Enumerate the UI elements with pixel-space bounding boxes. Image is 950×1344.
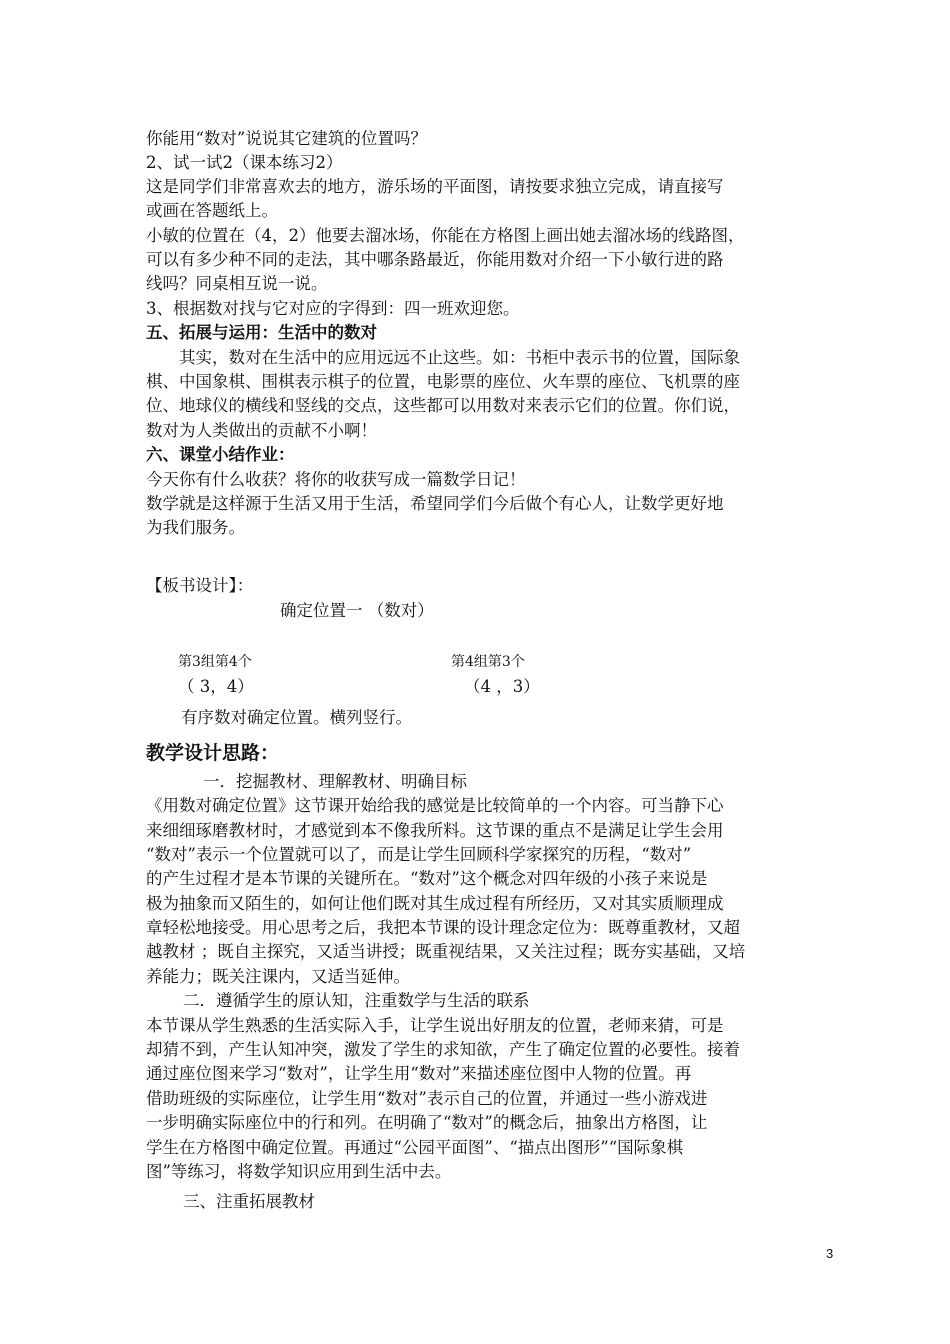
section-heading-6: 六、课堂小结作业：	[146, 445, 295, 464]
board-pair-left: （ 3，4）	[178, 677, 254, 696]
text-line: 为我们服务。	[146, 518, 245, 537]
text-line: 你能用“数对”说说其它建筑的位置吗？	[146, 129, 427, 148]
design-thinking-heading: 教学设计思路：	[146, 742, 280, 764]
text-line: 来细细琢磨教材时，才感觉到本不像我所料。这节课的重点不是满足让学生会用	[146, 821, 724, 840]
text-line: 这是同学们非常喜欢去的地方，游乐场的平面图，请按要求独立完成，请直接写	[146, 177, 724, 196]
text-line: 线吗？同桌相互说一说。	[146, 274, 328, 293]
subheading-3: 三、注重拓展教材	[183, 1192, 315, 1211]
text-line: 数对为人类做出的贡献不小啊！	[146, 421, 377, 440]
board-title: 确定位置一 （数对）	[280, 601, 434, 620]
text-line: 学生在方格图中确定位置。再通过“公园平面图”、“描点出图形”“国际象棋	[146, 1138, 684, 1157]
text-line: “数对”表示一个位置就可以了，而是让学生回顾科学家探究的历程，“数对”	[146, 845, 692, 864]
subheading-1: 一．挖掘教材、理解教材、明确目标	[203, 772, 467, 791]
subheading-2: 二．遵循学生的原认知，注重数学与生活的联系	[183, 991, 530, 1010]
text-line: 可以有多少种不同的走法，其中哪条路最近，你能用数对介绍一下小敏行进的路	[146, 250, 724, 269]
text-line: 棋、中国象棋、围棋表示棋子的位置，电影票的座位、火车票的座位、飞机票的座	[146, 372, 740, 391]
text-line: 极为抽象而又陌生的，如何让他们既对其生成过程有所经历，又对其实质顺理成	[146, 894, 724, 913]
text-line: 图”等练习，将数学知识应用到生活中去。	[146, 1162, 452, 1181]
text-line: 今天你有什么收获？将你的收获写成一篇数学日记！	[146, 470, 526, 489]
text-line: 本节课从学生熟悉的生活实际入手，让学生说出好朋友的位置，老师来猜，可是	[146, 1016, 724, 1035]
text-line: 小敏的位置在（4，2）他要去溜冰场，你能在方格图上画出她去溜冰场的线路图，	[146, 226, 745, 245]
board-item-left: 第3组第4个	[178, 654, 252, 670]
text-line: 通过座位图来学习“数对”，让学生用“数对”来描述座位图中人物的位置。再	[146, 1064, 692, 1083]
text-line: 3、根据数对找与它对应的字得到：四一班欢迎您。	[146, 299, 520, 318]
text-line: 位、地球仪的横线和竖线的交点，这些都可以用数对来表示它们的位置。你们说，	[146, 396, 740, 415]
text-line: 或画在答题纸上。	[146, 201, 278, 220]
text-line: 《用数对确定位置》这节课开始给我的感觉是比较简单的一个内容。可当静下心	[146, 796, 724, 815]
text-line: 借助班级的实际座位，让学生用“数对”表示自己的位置，并通过一些小游戏进	[146, 1089, 708, 1108]
text-line: 章轻松地接受。用心思考之后，我把本节课的设计理念定位为：既尊重教材，又超	[146, 918, 740, 937]
text-line: 数学就是这样源于生活又用于生活，希望同学们今后做个有心人，让数学更好地	[146, 494, 724, 513]
board-item-right: 第4组第3个	[451, 654, 525, 670]
text-line: 其实，数对在生活中的应用远远不止这些。如：书柜中表示书的位置，国际象	[179, 348, 740, 367]
text-line: 2、试一试2（课本练习2）	[146, 153, 343, 172]
text-line: 的产生过程才是本节课的关键所在。“数对”这个概念对四年级的小孩子来说是	[146, 869, 708, 888]
page-number: 3	[826, 1246, 834, 1261]
text-line: 养能力；既关注课内，又适当延伸。	[146, 967, 410, 986]
board-pair-right: （4 ，3）	[464, 677, 540, 696]
text-line: 一步明确实际座位中的行和列。在明确了“数对”的概念后，抽象出方格图，让	[146, 1113, 708, 1132]
section-heading-5: 五、拓展与运用：生活中的数对	[146, 323, 377, 342]
text-line: 却猜不到，产生认知冲突，激发了学生的求知欲，产生了确定位置的必要性。接着	[146, 1040, 740, 1059]
text-line: 越教材 ；既自主探究，又适当讲授；既重视结果，又关注过程；既夯实基础，又培	[146, 942, 746, 961]
board-summary: 有序数对确定位置。横列竖行。	[181, 708, 412, 727]
board-design-label: 【板书设计】：	[146, 576, 254, 595]
